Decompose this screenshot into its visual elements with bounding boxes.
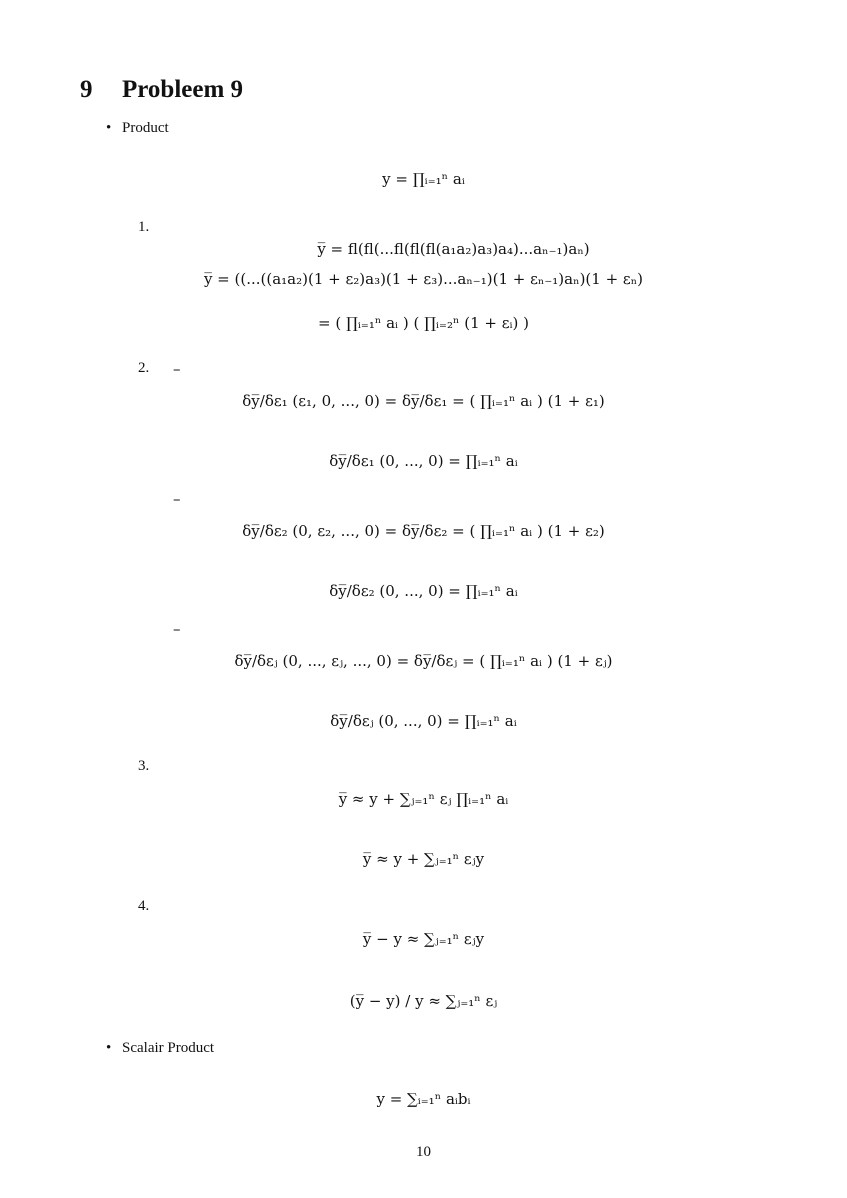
- equation-1a: y̅ = fl(fl(...fl(fl(fl(a₁a₂)a₃)a₄)...aₙ₋₁)aₙ): [317, 240, 590, 258]
- equation-product-definition: y = ∏ᵢ₌₁ⁿ aᵢ: [382, 170, 465, 188]
- enum-item-4: 4.: [138, 898, 150, 914]
- equation-2-2a: δy̅/δε₂ (0, ε₂, ..., 0) = δy̅/δε₂ = ( ∏ᵢ₌₁ⁿ aᵢ ) (1 + ε₂): [242, 522, 605, 540]
- bullet-scalar-product-label: Scalair Product: [122, 1040, 215, 1056]
- bullet-dot-icon: •: [106, 120, 112, 136]
- dash-marker-2: –: [173, 490, 181, 508]
- bullet-scalar-product: [106, 1040, 214, 1057]
- bullet-product: [106, 120, 169, 137]
- equation-1c: = ( ∏ᵢ₌₁ⁿ aᵢ ) ( ∏ᵢ₌₂ⁿ (1 + εᵢ) ): [318, 314, 529, 332]
- section-number: 9: [80, 76, 93, 103]
- enum-item-2: 2.: [138, 360, 150, 376]
- equation-2-1b: δy̅/δε₁ (0, ..., 0) = ∏ᵢ₌₁ⁿ aᵢ: [329, 452, 518, 470]
- equation-2-1a: δy̅/δε₁ (ε₁, 0, ..., 0) = δy̅/δε₁ = ( ∏ᵢ₌₁ⁿ aᵢ ) (1 + ε₁): [242, 392, 605, 410]
- dash-marker-3: –: [173, 620, 181, 638]
- equation-3b: y̅ ≈ y + ∑ⱼ₌₁ⁿ εⱼy: [362, 850, 485, 868]
- equation-4b: (y̅ − y) / y ≈ ∑ⱼ₌₁ⁿ εⱼ: [349, 992, 498, 1010]
- enum-item-3: 3.: [138, 758, 150, 774]
- section-title: Probleem 9: [122, 76, 244, 103]
- section-heading: [80, 76, 243, 104]
- enum-item-1: 1.: [138, 219, 150, 235]
- equation-2-2b: δy̅/δε₂ (0, ..., 0) = ∏ᵢ₌₁ⁿ aᵢ: [329, 582, 518, 600]
- bullet-product-label: Product: [122, 120, 169, 136]
- page-number: 10: [416, 1144, 431, 1160]
- equation-3a: y̅ ≈ y + ∑ⱼ₌₁ⁿ εⱼ ∏ᵢ₌₁ⁿ aᵢ: [338, 790, 509, 808]
- equation-4a: y̅ − y ≈ ∑ⱼ₌₁ⁿ εⱼy: [362, 930, 485, 948]
- equation-2-jb: δy̅/δεⱼ (0, ..., 0) = ∏ᵢ₌₁ⁿ aᵢ: [330, 712, 517, 730]
- equation-scalar-product-definition: y = ∑ᵢ₌₁ⁿ aᵢbᵢ: [376, 1090, 471, 1108]
- dash-marker-1: –: [173, 360, 181, 378]
- bullet-dot-icon: •: [106, 1040, 112, 1056]
- equation-1b: y̅ = ((...((a₁a₂)(1 + ε₂)a₃)(1 + ε₃)...aₙ₋₁)(1 + εₙ₋₁)aₙ)(1 + εₙ): [203, 270, 644, 288]
- equation-2-ja: δy̅/δεⱼ (0, ..., εⱼ, ..., 0) = δy̅/δεⱼ = ( ∏ᵢ₌₁ⁿ aᵢ ) (1 + εⱼ): [234, 652, 613, 670]
